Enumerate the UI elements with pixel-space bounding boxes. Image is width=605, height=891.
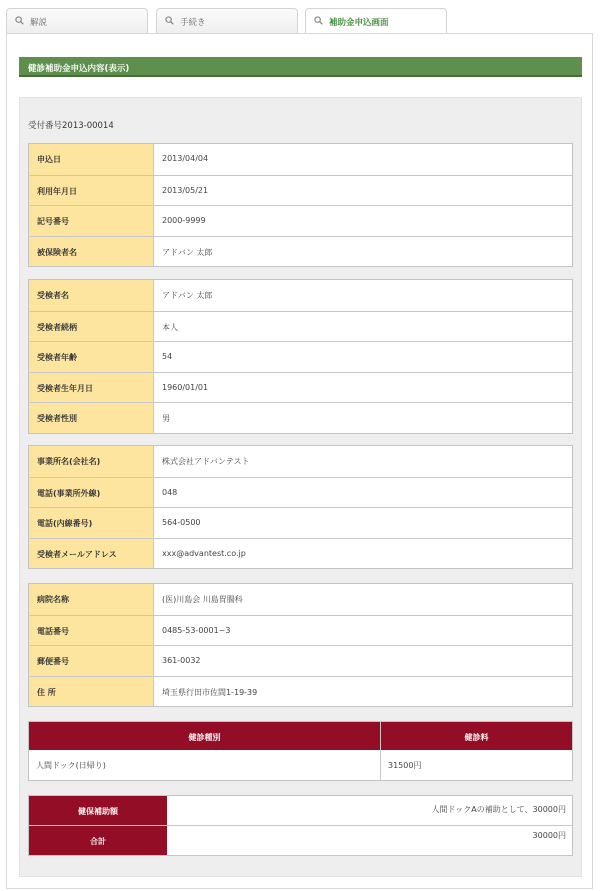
hospital-info-table [28, 583, 573, 707]
subsidy-value: 人間ドックAの補助として、30000円 [431, 805, 566, 814]
search-icon [314, 16, 323, 25]
field-label: 記号番号 [29, 206, 154, 236]
tab-subsidy-application[interactable] [305, 8, 447, 35]
tab-label: 手続き [180, 18, 206, 28]
field-label: 郵便番号 [29, 646, 154, 676]
table-row [29, 507, 572, 538]
table-row [29, 615, 572, 646]
field-value: 361-0032 [162, 656, 201, 665]
checkup-fee-header: 健診料 [381, 722, 572, 750]
field-value: 男 [162, 414, 170, 423]
field-label: 利用年月日 [29, 176, 154, 206]
field-value: 0485-53-0001~3 [162, 625, 231, 635]
field-value: 2013/05/21 [162, 185, 209, 195]
table-row [29, 477, 572, 508]
field-label: 電話(事業所外線) [29, 478, 154, 508]
tab-explanation[interactable] [6, 8, 148, 34]
table-row [29, 538, 572, 569]
table-row [29, 205, 572, 236]
field-value: 2000-9999 [162, 216, 206, 225]
field-value: 株式会社アドバンテスト [162, 457, 250, 466]
total-label: 合計 [29, 826, 167, 855]
table-row [29, 446, 572, 477]
checkup-fee-value: 31500円 [388, 761, 422, 770]
field-label: 住 所 [29, 677, 154, 707]
field-label: 事業所名(会社名) [29, 446, 154, 477]
table-row [29, 402, 572, 433]
field-value: 2013/04/04 [162, 154, 209, 163]
field-label: 受検者性別 [29, 403, 154, 433]
field-value: 564-0500 [162, 518, 201, 527]
subsidy-summary-table [28, 795, 573, 856]
table-row [29, 341, 572, 372]
table-row [29, 175, 572, 206]
field-value: 本人 [162, 322, 178, 332]
field-value: 54 [162, 352, 173, 361]
field-label: 被保険者名 [29, 237, 154, 267]
field-label: 受検者名 [29, 280, 154, 311]
field-value: (医)川島会 川島胃腸科 [162, 595, 243, 604]
field-value: 048 [162, 487, 178, 497]
receipt-number: 受付番号2013-00014 [28, 121, 114, 131]
checkup-type-value: 人間ドック(日帰り) [36, 761, 106, 770]
search-icon [165, 16, 174, 25]
field-value: アドバン 太郎 [162, 247, 213, 257]
table-row [29, 584, 572, 615]
table-row [29, 372, 572, 403]
total-value: 30000円 [532, 831, 566, 840]
field-value: xxx@advantest.co.jp [162, 548, 246, 558]
field-value: 埼玉県行田市佐間1-19-39 [162, 687, 258, 697]
field-label: 電話(内線番号) [29, 508, 154, 538]
search-icon [15, 16, 24, 25]
page-title: 健診補助金申込内容(表示) [19, 57, 582, 77]
tab-procedure[interactable] [156, 8, 298, 34]
examinee-info-table [28, 279, 573, 434]
tab-label: 解説 [30, 18, 48, 28]
table-row [29, 144, 572, 175]
field-label: 電話番号 [29, 616, 154, 646]
application-info-table [28, 143, 573, 267]
subsidy-label: 健保補助額 [29, 796, 167, 825]
table-row [29, 311, 572, 342]
table-row [29, 676, 572, 707]
application-content [19, 97, 582, 877]
field-label: 申込日 [29, 144, 154, 175]
field-label: 受検者年齢 [29, 342, 154, 372]
checkup-table [28, 721, 573, 781]
tab-label: 補助金申込画面 [329, 18, 389, 28]
table-row [29, 236, 572, 267]
checkup-type-header: 健診種別 [29, 722, 380, 750]
field-value: 1960/01/01 [162, 382, 209, 392]
field-label: 病院名称 [29, 584, 154, 615]
field-label: 受検者メールアドレス [29, 539, 154, 569]
table-row [29, 280, 572, 311]
main-panel [6, 33, 593, 889]
table-row [29, 645, 572, 676]
field-value: アドバン 太郎 [162, 291, 213, 300]
field-label: 受検者生年月日 [29, 373, 154, 403]
tab-bar [6, 8, 599, 34]
field-label: 受検者続柄 [29, 312, 154, 342]
column-divider [380, 722, 381, 780]
company-info-table [28, 445, 573, 569]
